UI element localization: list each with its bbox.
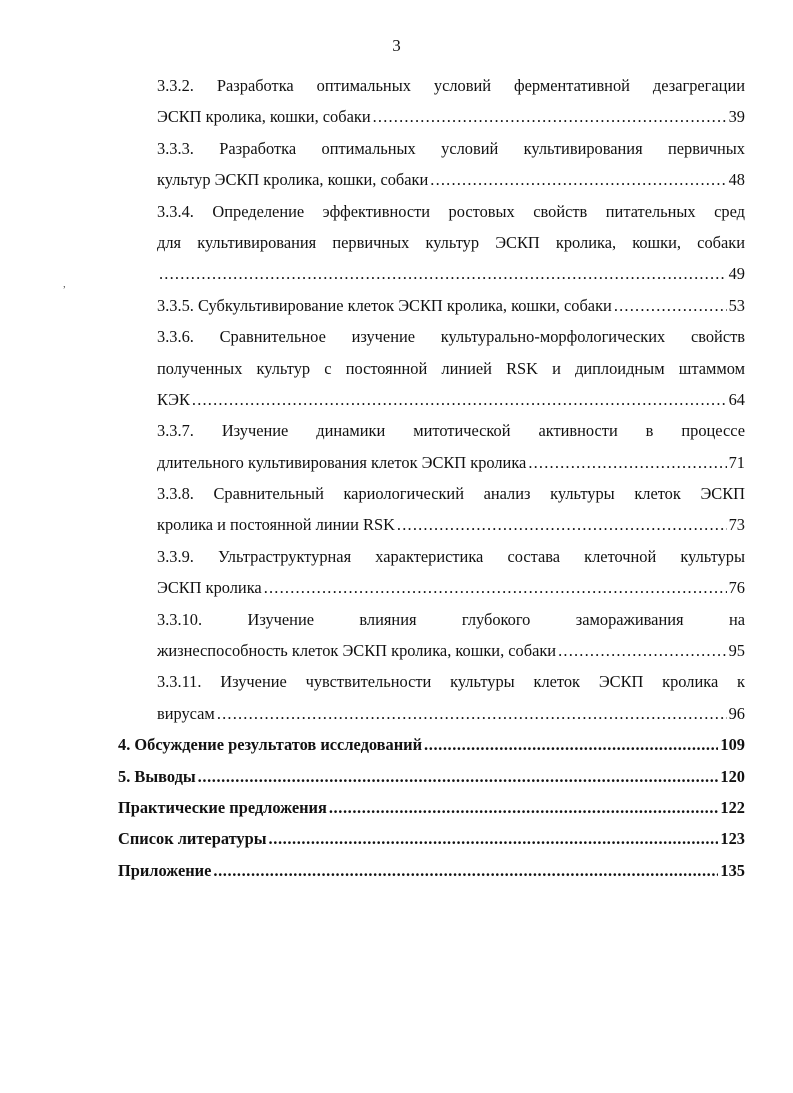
- toc-entry-leader-line: [118, 792, 745, 823]
- dot-leader: [528, 447, 726, 478]
- toc-entry-page-number: 95: [728, 641, 745, 661]
- toc-entry-leader-line: [157, 258, 745, 289]
- toc-entry-page-number: 135: [720, 860, 745, 880]
- page-number: 3: [392, 36, 401, 55]
- toc-entry-page-number: 39: [728, 107, 745, 127]
- toc-entry-leader-line: [157, 447, 745, 478]
- toc-entry-page-number: 120: [720, 766, 745, 786]
- toc-entry-page-number: 76: [728, 578, 745, 598]
- toc-entry-4[interactable]: [118, 729, 745, 760]
- toc-entry-line: 3.3.8. Сравнительный кариологический анализ культуры клеток ЭСКП: [157, 484, 745, 504]
- toc-entry-3-3-9[interactable]: [157, 541, 745, 604]
- toc-entry-line: 3.3.2. Разработка оптимальных условий ферментативной дезагрегации: [157, 76, 745, 95]
- toc-entry-title: ЭСКП кролика: [157, 578, 262, 598]
- dot-leader: [192, 384, 727, 415]
- toc-entry-appendix[interactable]: [118, 855, 745, 886]
- toc-entry-title: 3.3.5. Субкультивирование клеток ЭСКП кролика, кошки, собаки: [157, 295, 612, 315]
- toc-entry-references[interactable]: [118, 823, 745, 854]
- toc-entry-leader-line: [118, 761, 745, 792]
- toc-entry-line: 3.3.9. Ультраструктурная характеристика состава клеточной культуры: [157, 546, 745, 566]
- toc-entry-page-number: 53: [728, 295, 745, 315]
- dot-leader: [159, 258, 727, 289]
- toc-entry-line: 3.3.7. Изучение динамики митотической активности в процессе: [157, 421, 745, 441]
- toc-entry-page-number: 49: [728, 264, 745, 284]
- toc-entry-3-3-3[interactable]: [157, 133, 745, 196]
- toc-entry-title: длительного культивирования клеток ЭСКП кролика: [157, 452, 527, 472]
- scan-artifact-mark: ,: [63, 278, 66, 290]
- dot-leader: [558, 635, 727, 666]
- dot-leader: [430, 164, 726, 195]
- toc-entry-title: жизнеспособность клеток ЭСКП кролика, кошки, собаки: [157, 641, 557, 661]
- toc-entry-title: Практические предложения: [118, 797, 327, 817]
- toc-entry-3-3-6[interactable]: [157, 321, 745, 415]
- toc-entry-page-number: 64: [728, 389, 745, 409]
- toc-entry-practical[interactable]: [118, 792, 745, 823]
- toc-entry-leader-line: [157, 164, 745, 195]
- dot-leader: [329, 792, 719, 823]
- dot-leader: [217, 698, 727, 729]
- dot-leader: [373, 101, 727, 132]
- toc-entry-line: 3.3.6. Сравнительное изучение культурально-морфологических свойств: [157, 327, 745, 347]
- toc-entry-title: ЭСКП кролика, кошки, собаки: [157, 107, 371, 127]
- toc-entry-leader-line: [118, 855, 745, 886]
- dot-leader: [213, 855, 718, 886]
- dot-leader: [397, 509, 727, 540]
- toc-entry-title: культур ЭСКП кролика, кошки, собаки: [157, 170, 429, 190]
- toc-entry-3-3-10[interactable]: [157, 604, 745, 667]
- toc-entry-leader-line: [157, 698, 745, 729]
- toc-entry-title: Приложение: [118, 860, 212, 880]
- toc-entry-title: 4. Обсуждение результатов исследований: [118, 735, 423, 755]
- toc-entry-page-number: 122: [720, 797, 745, 817]
- toc-entry-leader-line: [118, 823, 745, 854]
- toc-entry-leader-line: [157, 509, 745, 540]
- dot-leader: [614, 290, 727, 321]
- dot-leader: [264, 572, 727, 603]
- toc-entry-page-number: 123: [720, 829, 745, 849]
- dot-leader: [198, 761, 719, 792]
- toc-entry-title: Список литературы: [118, 829, 267, 849]
- toc-entry-3-3-11[interactable]: [157, 666, 745, 729]
- toc-entry-leader-line: [157, 572, 745, 603]
- toc-entry-page-number: 48: [728, 170, 745, 190]
- toc-entry-line: для культивирования первичных культур ЭСКП кролика, кошки, собаки: [157, 232, 745, 252]
- toc-entry-line: 3.3.4. Определение эффективности ростовых свойств питательных сред: [157, 201, 745, 221]
- dot-leader: [424, 729, 718, 760]
- dot-leader: [269, 823, 719, 854]
- toc-entry-line: 3.3.3. Разработка оптимальных условий культивирования первичных: [157, 138, 745, 158]
- toc-entry-leader-line: [157, 101, 745, 132]
- toc-entry-3-3-7[interactable]: [157, 415, 745, 478]
- toc-entry-3-3-2[interactable]: [157, 70, 745, 133]
- table-of-contents: [0, 70, 793, 886]
- toc-entry-page-number: 109: [720, 735, 745, 755]
- toc-entry-line: 3.3.10. Изучение влияния глубокого замораживания на: [157, 609, 745, 629]
- toc-entry-page-number: 73: [728, 515, 745, 535]
- toc-entry-5[interactable]: [118, 761, 745, 792]
- toc-entry-leader-line: [157, 384, 745, 415]
- toc-entry-leader-line: [157, 290, 745, 321]
- toc-entry-title: кролика и постоянной линии RSK: [157, 515, 395, 535]
- toc-entry-title: вирусам: [157, 703, 215, 723]
- toc-entry-title: 5. Выводы: [118, 766, 196, 786]
- toc-entry-line: 3.3.11. Изучение чувствительности культуры клеток ЭСКП кролика к: [157, 672, 745, 692]
- toc-entry-leader-line: [157, 635, 745, 666]
- toc-entry-title: КЭК: [157, 389, 190, 409]
- toc-entry-page-number: 96: [728, 703, 745, 723]
- toc-entry-3-3-4[interactable]: [157, 196, 745, 290]
- toc-entry-3-3-5[interactable]: [157, 290, 745, 321]
- toc-entry-leader-line: [118, 729, 745, 760]
- toc-entry-3-3-8[interactable]: [157, 478, 745, 541]
- toc-entry-page-number: 71: [728, 452, 745, 472]
- toc-entry-line: полученных культур с постоянной линией RSK и диплоидным штаммом: [157, 358, 745, 378]
